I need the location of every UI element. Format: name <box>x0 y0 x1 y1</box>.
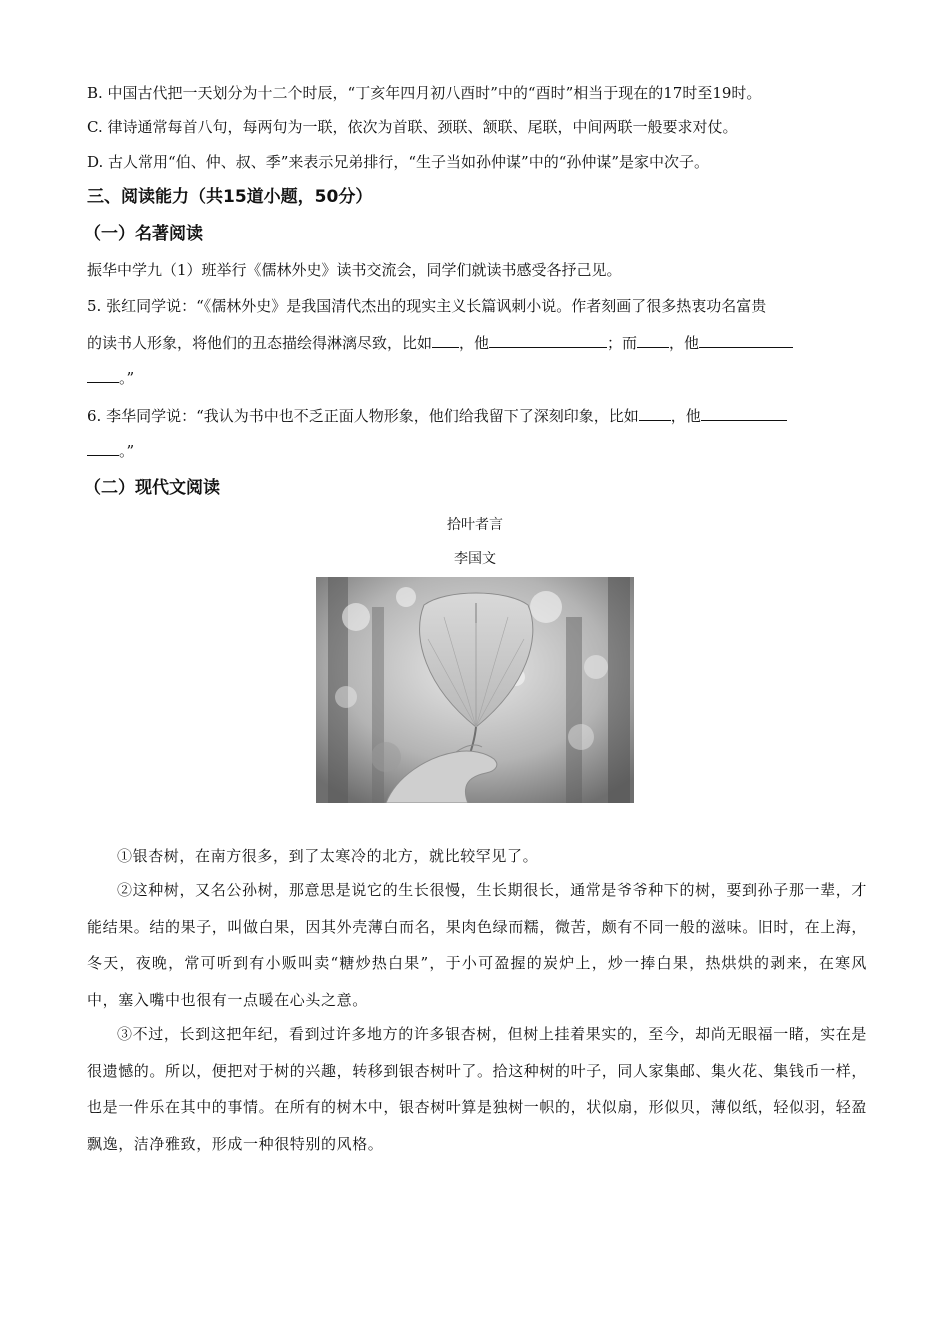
question-5-line-2 <box>87 333 793 353</box>
answer-blank[interactable] <box>432 333 459 348</box>
question-5-line-1: 5. 张红同学说：“《儒林外史》是我国清代杰出的现实主义长篇讽刺小说。作者刻画了很多热衷功名富贵 <box>87 297 767 315</box>
answer-blank[interactable] <box>701 406 787 421</box>
part-heading-modern-reading: （二）现代文阅读 <box>84 478 220 498</box>
question-5-end: 。” <box>119 369 135 387</box>
answer-blank[interactable] <box>637 333 669 348</box>
question-5-text-d: ，他 <box>669 334 700 352</box>
answer-blank[interactable] <box>87 368 119 383</box>
question-5-text-c: ；而 <box>607 334 638 352</box>
ginkgo-leaf-photo <box>316 577 634 803</box>
question-6-text-a: 6. 李华同学说：“我认为书中也不乏正面人物形象，他们给我留下了深刻印象，比如 <box>87 407 639 425</box>
section-heading-reading: 三、阅读能力（共15道小题，50分） <box>87 187 373 207</box>
answer-blank[interactable] <box>489 333 607 348</box>
question-6-line-1 <box>87 406 787 426</box>
answer-blank[interactable] <box>639 406 671 421</box>
article-author: 李国文 <box>454 551 496 567</box>
classics-intro: 振华中学九（1）班举行《儒林外史》读书交流会，同学们就读书感受各抒己见。 <box>87 261 622 279</box>
question-6-end: 。” <box>119 442 135 460</box>
paragraph-2: ②这种树，又名公孙树，那意思是说它的生长很慢，生长期很长，通常是爷爷种下的树，要到孙子那一辈，才能结果。结的果子，叫做白果，因其外壳薄白而名，果肉色绿而糯，微苦，颇有不同一般的滋味。旧时，在上海，冬天，夜晚，常可听到有小贩叫卖“糖炒热白果”，于小可盈握的炭炉上，炒一捧白果，热烘烘的剥来，在寒风中，塞入嘴中也很有一点暖在心头之意。 <box>87 881 868 1009</box>
question-6-text-b: ，他 <box>670 407 701 425</box>
question-5-text-b: ，他 <box>459 334 490 352</box>
option-c: C. 律诗通常每首八句，每两句为一联，依次为首联、颈联、颔联、尾联，中间两联一般要求对仗。 <box>87 118 738 136</box>
paragraph-1: ①银杏树，在南方很多，到了太寒冷的北方，就比较罕见了。 <box>117 847 539 865</box>
question-5-text-a: 的读书人形象，将他们的丑态描绘得淋漓尽致，比如 <box>87 334 433 352</box>
option-b: B. 中国古代把一天划分为十二个时辰，“丁亥年四月初八酉时”中的“酉时”相当于现在的17时至19时。 <box>87 84 762 102</box>
paragraph-3: ③不过，长到这把年纪，看到过许多地方的许多银杏树，但树上挂着果实的，至今，却尚无眼福一睹，实在是很遗憾的。所以，便把对于树的兴趣，转移到银杏树叶了。拾这种树的叶子，同人家集邮、集火花、集钱币一样，也是一件乐在其中的事情。在所有的树木中，银杏树叶算是独树一帜的，状似扇，形似贝，薄似纸，轻似羽，轻盈飘逸，洁净雅致，形成一种很特别的风格。 <box>87 1025 868 1153</box>
part-heading-classics: （一）名著阅读 <box>84 224 203 244</box>
answer-blank[interactable] <box>87 441 119 456</box>
article-title: 拾叶者言 <box>447 517 503 533</box>
option-d: D. 古人常用“伯、仲、叔、季”来表示兄弟排行，“生子当如孙仲谋”中的“孙仲谋”是家中次子。 <box>87 153 710 171</box>
answer-blank[interactable] <box>699 333 793 348</box>
question-6-line-2 <box>87 441 134 461</box>
question-5-line-3 <box>87 368 134 388</box>
